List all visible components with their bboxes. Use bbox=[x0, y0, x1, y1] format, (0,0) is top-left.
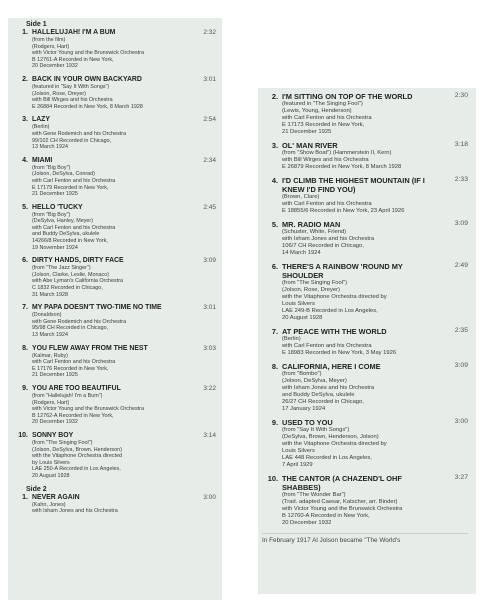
track-credits bbox=[32, 502, 216, 515]
track-duration: 2:54 bbox=[203, 116, 216, 124]
track-number: 9. bbox=[271, 418, 278, 427]
track-number: 2. bbox=[271, 92, 278, 101]
credit-line: (DeSylva, Brown, Henderson, Jolson) bbox=[282, 434, 379, 440]
track-number: 1. bbox=[22, 29, 28, 36]
track-number: 5. bbox=[22, 203, 28, 211]
track-header bbox=[262, 141, 468, 150]
credit-line: 99/102 CH Recorded in Chicago, bbox=[32, 137, 112, 144]
track-header bbox=[262, 418, 468, 427]
track-duration: 3:00 bbox=[203, 493, 216, 501]
track-entry bbox=[14, 116, 216, 150]
track-title: NEVER AGAIN bbox=[32, 493, 80, 501]
credit-line: 19 November 1924 bbox=[32, 244, 78, 251]
credit-line: 20 August 1928 bbox=[282, 315, 323, 321]
track-entry bbox=[14, 157, 216, 198]
credit-line: (from "The Singing Fool") bbox=[32, 439, 93, 446]
track-entry bbox=[14, 432, 216, 480]
credit-line: (from "The Singing Fool") bbox=[282, 280, 348, 286]
track-credits bbox=[282, 336, 468, 357]
credit-line: with Isham Jones and his Orchestra bbox=[282, 236, 375, 242]
credit-line: (from "The Wonder Bar") bbox=[282, 492, 346, 498]
track-title: LAZY bbox=[32, 116, 50, 124]
credit-line: (Berlin) bbox=[282, 336, 301, 342]
track-duration: 3:09 bbox=[454, 362, 468, 369]
track-entry bbox=[262, 141, 468, 171]
credit-line: (from "Hallelujah! I'm a Bum") bbox=[32, 392, 103, 399]
credit-line: with Bill Wirges and his Orchestra bbox=[282, 157, 369, 163]
track-title: BACK IN YOUR OWN BACKYARD bbox=[32, 75, 142, 83]
credit-line: (Schuster, White, Friend) bbox=[282, 229, 347, 235]
right-column bbox=[258, 88, 476, 544]
track-header bbox=[14, 204, 216, 212]
side2-tracklist-panel bbox=[258, 88, 476, 594]
track-entry bbox=[262, 362, 468, 413]
track-number: 7. bbox=[22, 304, 28, 312]
track-duration: 3:09 bbox=[454, 220, 468, 227]
track-duration: 2:32 bbox=[203, 29, 216, 36]
track-duration: 2:34 bbox=[203, 156, 216, 164]
credit-line: 7 April 1929 bbox=[282, 462, 313, 468]
left-column bbox=[8, 18, 222, 515]
track-duration: 3:00 bbox=[454, 418, 468, 425]
credit-line: 21 December 1925 bbox=[32, 372, 78, 379]
track-duration: 3:09 bbox=[203, 257, 216, 265]
credit-line: with Abe Lyman's California Orchestra bbox=[32, 278, 124, 285]
credit-line: Louis Silvers bbox=[282, 301, 315, 307]
credit-line: with Carl Fenton and his Orchestra bbox=[282, 343, 372, 349]
credit-line: with Carl Fenton and his Orchestra bbox=[32, 359, 116, 366]
track-credits bbox=[32, 353, 216, 379]
credit-line: E 26884 Recorded in New York, 8 March 1928 bbox=[32, 103, 143, 110]
track-title: AT PEACE WITH THE WORLD bbox=[282, 327, 387, 336]
credit-line: 14266/8 Recorded in New York, bbox=[32, 238, 108, 245]
credit-line: (Jolson, Clarke, Leslie, Monaco) bbox=[32, 271, 109, 278]
credit-line: with Isham Jones and his Orchestra bbox=[282, 385, 375, 391]
track-number: 1. bbox=[22, 493, 28, 501]
credit-line: (Lewis, Young, Henderson) bbox=[282, 108, 352, 114]
track-title: CALIFORNIA, HERE I COME bbox=[282, 362, 381, 371]
credit-line: (Donaldson) bbox=[32, 312, 62, 319]
track-duration: 3:14 bbox=[203, 431, 216, 439]
track-number: 2. bbox=[22, 75, 28, 83]
side1-track-list bbox=[14, 29, 216, 480]
credit-line: E 18855/6 Recorded in New York, 23 April 1926 bbox=[282, 208, 405, 214]
track-title: MIAMI bbox=[32, 156, 53, 164]
track-credits bbox=[32, 37, 216, 70]
track-title: THERE'S A RAINBOW 'ROUND MY SHOULDER bbox=[282, 262, 403, 280]
credit-line: (Trad. adapted Caesar, Katscher, arr. Binder) bbox=[282, 499, 398, 505]
track-entry bbox=[262, 327, 468, 357]
track-credits bbox=[32, 265, 216, 298]
track-duration: 3:01 bbox=[203, 75, 216, 83]
track-entry bbox=[14, 257, 216, 298]
credit-line: with the Vitaphone Orchestra directed bbox=[32, 453, 123, 460]
credit-line: (Jolson, DeSylva, Conrad) bbox=[32, 171, 95, 178]
side2-label: Side 2 bbox=[26, 485, 47, 493]
credit-line: with Victor Young and the Brunswick Orchestra bbox=[282, 506, 403, 512]
track-credits bbox=[282, 150, 468, 171]
credit-line: 13 March 1924 bbox=[32, 144, 68, 151]
credit-line: (from "Say It With Songs") bbox=[282, 427, 350, 433]
track-number: 5. bbox=[271, 220, 278, 229]
credit-line: with Victor Young and the Brunswick Orchestra bbox=[32, 50, 144, 57]
credit-line: (Brown, Clare) bbox=[282, 194, 320, 200]
side2-track-list bbox=[14, 494, 216, 515]
track-number: 6. bbox=[271, 262, 278, 271]
credit-line: and Buddy DeSylva, ukulele bbox=[32, 231, 100, 238]
track-title: USED TO YOU bbox=[282, 418, 333, 427]
track-number: 4. bbox=[271, 176, 278, 185]
track-duration: 2:45 bbox=[203, 203, 216, 211]
track-title: MR. RADIO MAN bbox=[282, 220, 341, 229]
credit-line: (Rodgers, Hart) bbox=[32, 399, 70, 406]
track-credits bbox=[32, 212, 216, 252]
track-credits bbox=[32, 312, 216, 338]
credit-line: (from "Big Boy") bbox=[32, 164, 71, 171]
credit-line: 21 December 1925 bbox=[282, 129, 332, 135]
credit-line: by Louis Silvers bbox=[32, 459, 70, 466]
credit-line: E 17176 Recorded in New York, bbox=[32, 365, 109, 372]
credit-line: (Jolson, DeSylva, Brown, Henderson) bbox=[32, 446, 122, 453]
track-title: THE CANTOR (A CHAZEND'L OHF SHABBES) bbox=[282, 474, 402, 492]
track-title: I'D CLIMB THE HIGHEST MOUNTAIN (IF I KNEW I'D FIND YOU) bbox=[282, 176, 425, 194]
side2-continued-track-list bbox=[262, 92, 468, 527]
credit-line: (from the film) bbox=[32, 37, 66, 43]
track-credits bbox=[32, 393, 216, 426]
credit-line: with Carl Fenton and his Orchestra bbox=[282, 201, 372, 207]
credit-line: 13 March 1924 bbox=[32, 332, 68, 338]
track-header bbox=[262, 327, 468, 336]
credit-line: with Carl Fenton and his Orchestra bbox=[282, 115, 372, 121]
credit-line: (Rodgers, Hart) bbox=[32, 43, 70, 50]
side1-tracklist-panel bbox=[8, 18, 222, 600]
track-title: I'M SITTING ON TOP OF THE WORLD bbox=[282, 92, 413, 101]
track-duration: 3:03 bbox=[203, 344, 216, 352]
track-header bbox=[14, 345, 216, 353]
credit-line: 26/27 CH Recorded in Chicago, bbox=[282, 399, 364, 405]
track-header bbox=[14, 494, 216, 502]
track-duration: 2:49 bbox=[454, 262, 468, 269]
track-entry bbox=[14, 345, 216, 379]
credit-line: 20 December 1932 bbox=[32, 63, 78, 70]
track-header bbox=[14, 304, 216, 312]
credit-line: with the Vitaphone Orchestra directed by bbox=[282, 294, 387, 300]
track-entry bbox=[14, 204, 216, 252]
track-entry bbox=[262, 262, 468, 322]
credit-line: with Gene Rodemich and his Orchestra bbox=[32, 130, 127, 137]
credit-line: (from "Big Boy") bbox=[32, 211, 71, 218]
credit-line: Louis Silvers bbox=[282, 448, 315, 454]
track-credits bbox=[282, 280, 468, 322]
credit-line: LAE 448 Recorded in Los Angeles, bbox=[282, 455, 372, 461]
track-header bbox=[262, 474, 468, 492]
track-number: 7. bbox=[271, 327, 278, 336]
track-entry bbox=[14, 494, 216, 515]
track-entry bbox=[14, 29, 216, 70]
credit-line: (DeSylva, Hanley, Meyer) bbox=[32, 218, 94, 225]
track-entry bbox=[262, 92, 468, 136]
track-credits bbox=[32, 124, 216, 150]
track-entry bbox=[14, 304, 216, 338]
track-header bbox=[262, 92, 468, 101]
track-duration: 2:35 bbox=[454, 327, 468, 334]
track-credits bbox=[282, 229, 468, 257]
credit-line: 20 August 1928 bbox=[32, 472, 70, 479]
track-duration: 3:27 bbox=[454, 474, 468, 481]
credit-line: C 1832 Recorded in Chicago, bbox=[32, 285, 103, 292]
track-entry bbox=[262, 176, 468, 215]
track-duration: 2:33 bbox=[454, 176, 468, 183]
credit-line: (Jolson, Rose, Dreyer) bbox=[32, 90, 86, 97]
track-number: 8. bbox=[271, 362, 278, 371]
credit-line: 21 December 1925 bbox=[32, 191, 78, 198]
credit-line: (Jolson, Rose, Dreyer) bbox=[282, 287, 340, 293]
track-header bbox=[14, 432, 216, 440]
track-credits bbox=[32, 440, 216, 480]
track-entry bbox=[262, 474, 468, 527]
credit-line: B 12761-A Recorded in New York, bbox=[32, 56, 114, 63]
credit-line: with the Vitaphone Orchestra directed by bbox=[282, 441, 387, 447]
credit-line: (featured in "Say It With Songs") bbox=[32, 83, 110, 90]
track-credits bbox=[32, 84, 216, 110]
credit-line: (from "Show Boat") (Hammerstein II, Kern) bbox=[282, 150, 392, 156]
track-header bbox=[262, 176, 468, 194]
track-entry bbox=[262, 418, 468, 469]
track-header bbox=[14, 29, 216, 37]
credit-line: and Buddy DeSylva, ukulele bbox=[282, 392, 355, 398]
track-title: YOU FLEW AWAY FROM THE NEST bbox=[32, 344, 148, 352]
track-credits bbox=[282, 427, 468, 469]
credit-line: LAE 249-B Recorded in Los Angeles, bbox=[282, 308, 378, 314]
track-title: OL' MAN RIVER bbox=[282, 141, 338, 150]
track-header bbox=[262, 362, 468, 371]
track-title: DIRTY HANDS, DIRTY FACE bbox=[32, 257, 124, 265]
track-duration: 3:01 bbox=[203, 304, 216, 312]
track-entry bbox=[14, 76, 216, 110]
credit-line: (Kahn, Jones) bbox=[32, 501, 66, 508]
credit-line: with Isham Jones and his Orchestra bbox=[32, 508, 118, 515]
track-header bbox=[14, 116, 216, 124]
track-header bbox=[14, 257, 216, 265]
track-credits bbox=[282, 101, 468, 136]
credit-line: (featured in "The Singing Fool") bbox=[282, 101, 363, 107]
credit-line: with Carl Fenton and his Orchestra bbox=[32, 224, 116, 231]
credit-line: (Berlin) bbox=[32, 124, 50, 131]
track-credits bbox=[282, 371, 468, 413]
track-number: 8. bbox=[22, 344, 28, 352]
credit-line: B 12760-A Recorded in New York, bbox=[282, 513, 370, 519]
credit-line: 14 March 1924 bbox=[282, 250, 321, 256]
track-number: 9. bbox=[22, 384, 28, 392]
credit-line: with Victor Young and the Brunswick Orchestra bbox=[32, 406, 144, 413]
track-title: HALLELUJAH! I'M A BUM bbox=[32, 29, 116, 36]
credit-line: 20 December 1932 bbox=[32, 419, 78, 426]
credit-line: (from "The Jazz Singer") bbox=[32, 265, 91, 272]
credit-line: with Carl Fenton and his Orchestra bbox=[32, 177, 116, 184]
credit-line: with Gene Rodemich and his Orchestra bbox=[32, 318, 127, 325]
credit-line: E 26879 Recorded in New York, 8 March 1928 bbox=[282, 164, 402, 170]
liner-notes-intro: In February 1917 Al Jolson became "The World's bbox=[262, 533, 468, 544]
credit-line: E 17173 Recorded in New York, bbox=[282, 122, 365, 128]
track-number: 3. bbox=[271, 141, 278, 150]
track-duration: 3:22 bbox=[203, 384, 216, 392]
credit-line: (from "Bombo") bbox=[282, 371, 322, 377]
track-title: MY PAPA DOESN'T TWO-TIME NO TIME bbox=[32, 304, 162, 312]
track-number: 10. bbox=[18, 431, 28, 439]
track-duration: 3:18 bbox=[454, 141, 468, 148]
track-credits bbox=[32, 165, 216, 198]
side1-label: Side 1 bbox=[26, 21, 47, 28]
track-credits bbox=[282, 492, 468, 527]
credit-line: 17 January 1924 bbox=[282, 406, 326, 412]
track-title: SONNY BOY bbox=[32, 431, 74, 439]
track-credits bbox=[282, 194, 468, 215]
track-number: 10. bbox=[267, 474, 278, 483]
track-header bbox=[14, 76, 216, 84]
track-number: 6. bbox=[22, 257, 28, 265]
track-title: YOU ARE TOO BEAUTIFUL bbox=[32, 384, 121, 392]
track-header bbox=[14, 157, 216, 165]
track-duration: 2:30 bbox=[454, 92, 468, 99]
credit-line: B 12762-A Recorded in New York, bbox=[32, 412, 114, 419]
credit-line: E 17179 Recorded in New York, bbox=[32, 184, 109, 191]
track-header bbox=[14, 385, 216, 393]
credit-line: E 18983 Recorded in New York, 3 May 1926 bbox=[282, 350, 397, 356]
track-entry bbox=[14, 385, 216, 426]
credit-line: 20 December 1932 bbox=[282, 520, 332, 526]
track-number: 4. bbox=[22, 156, 28, 164]
track-number: 3. bbox=[22, 116, 28, 124]
credit-line: 106/7 CH Recorded in Chicago, bbox=[282, 243, 364, 249]
track-header bbox=[262, 220, 468, 229]
credit-line: (Jolson, DeSylva, Meyer) bbox=[282, 378, 347, 384]
track-title: HELLO 'TUCKY bbox=[32, 203, 83, 211]
track-header bbox=[262, 262, 468, 280]
track-entry bbox=[262, 220, 468, 257]
credit-line: 31 March 1928 bbox=[32, 291, 68, 298]
credit-line: with Bill Wirges and his Orchestra bbox=[32, 97, 113, 104]
credit-line: (Kalmar, Ruby) bbox=[32, 352, 68, 359]
credit-line: LAE 250-A Recorded in Los Angeles, bbox=[32, 466, 121, 473]
credit-line: 95/98 CH Recorded in Chicago, bbox=[32, 325, 109, 332]
